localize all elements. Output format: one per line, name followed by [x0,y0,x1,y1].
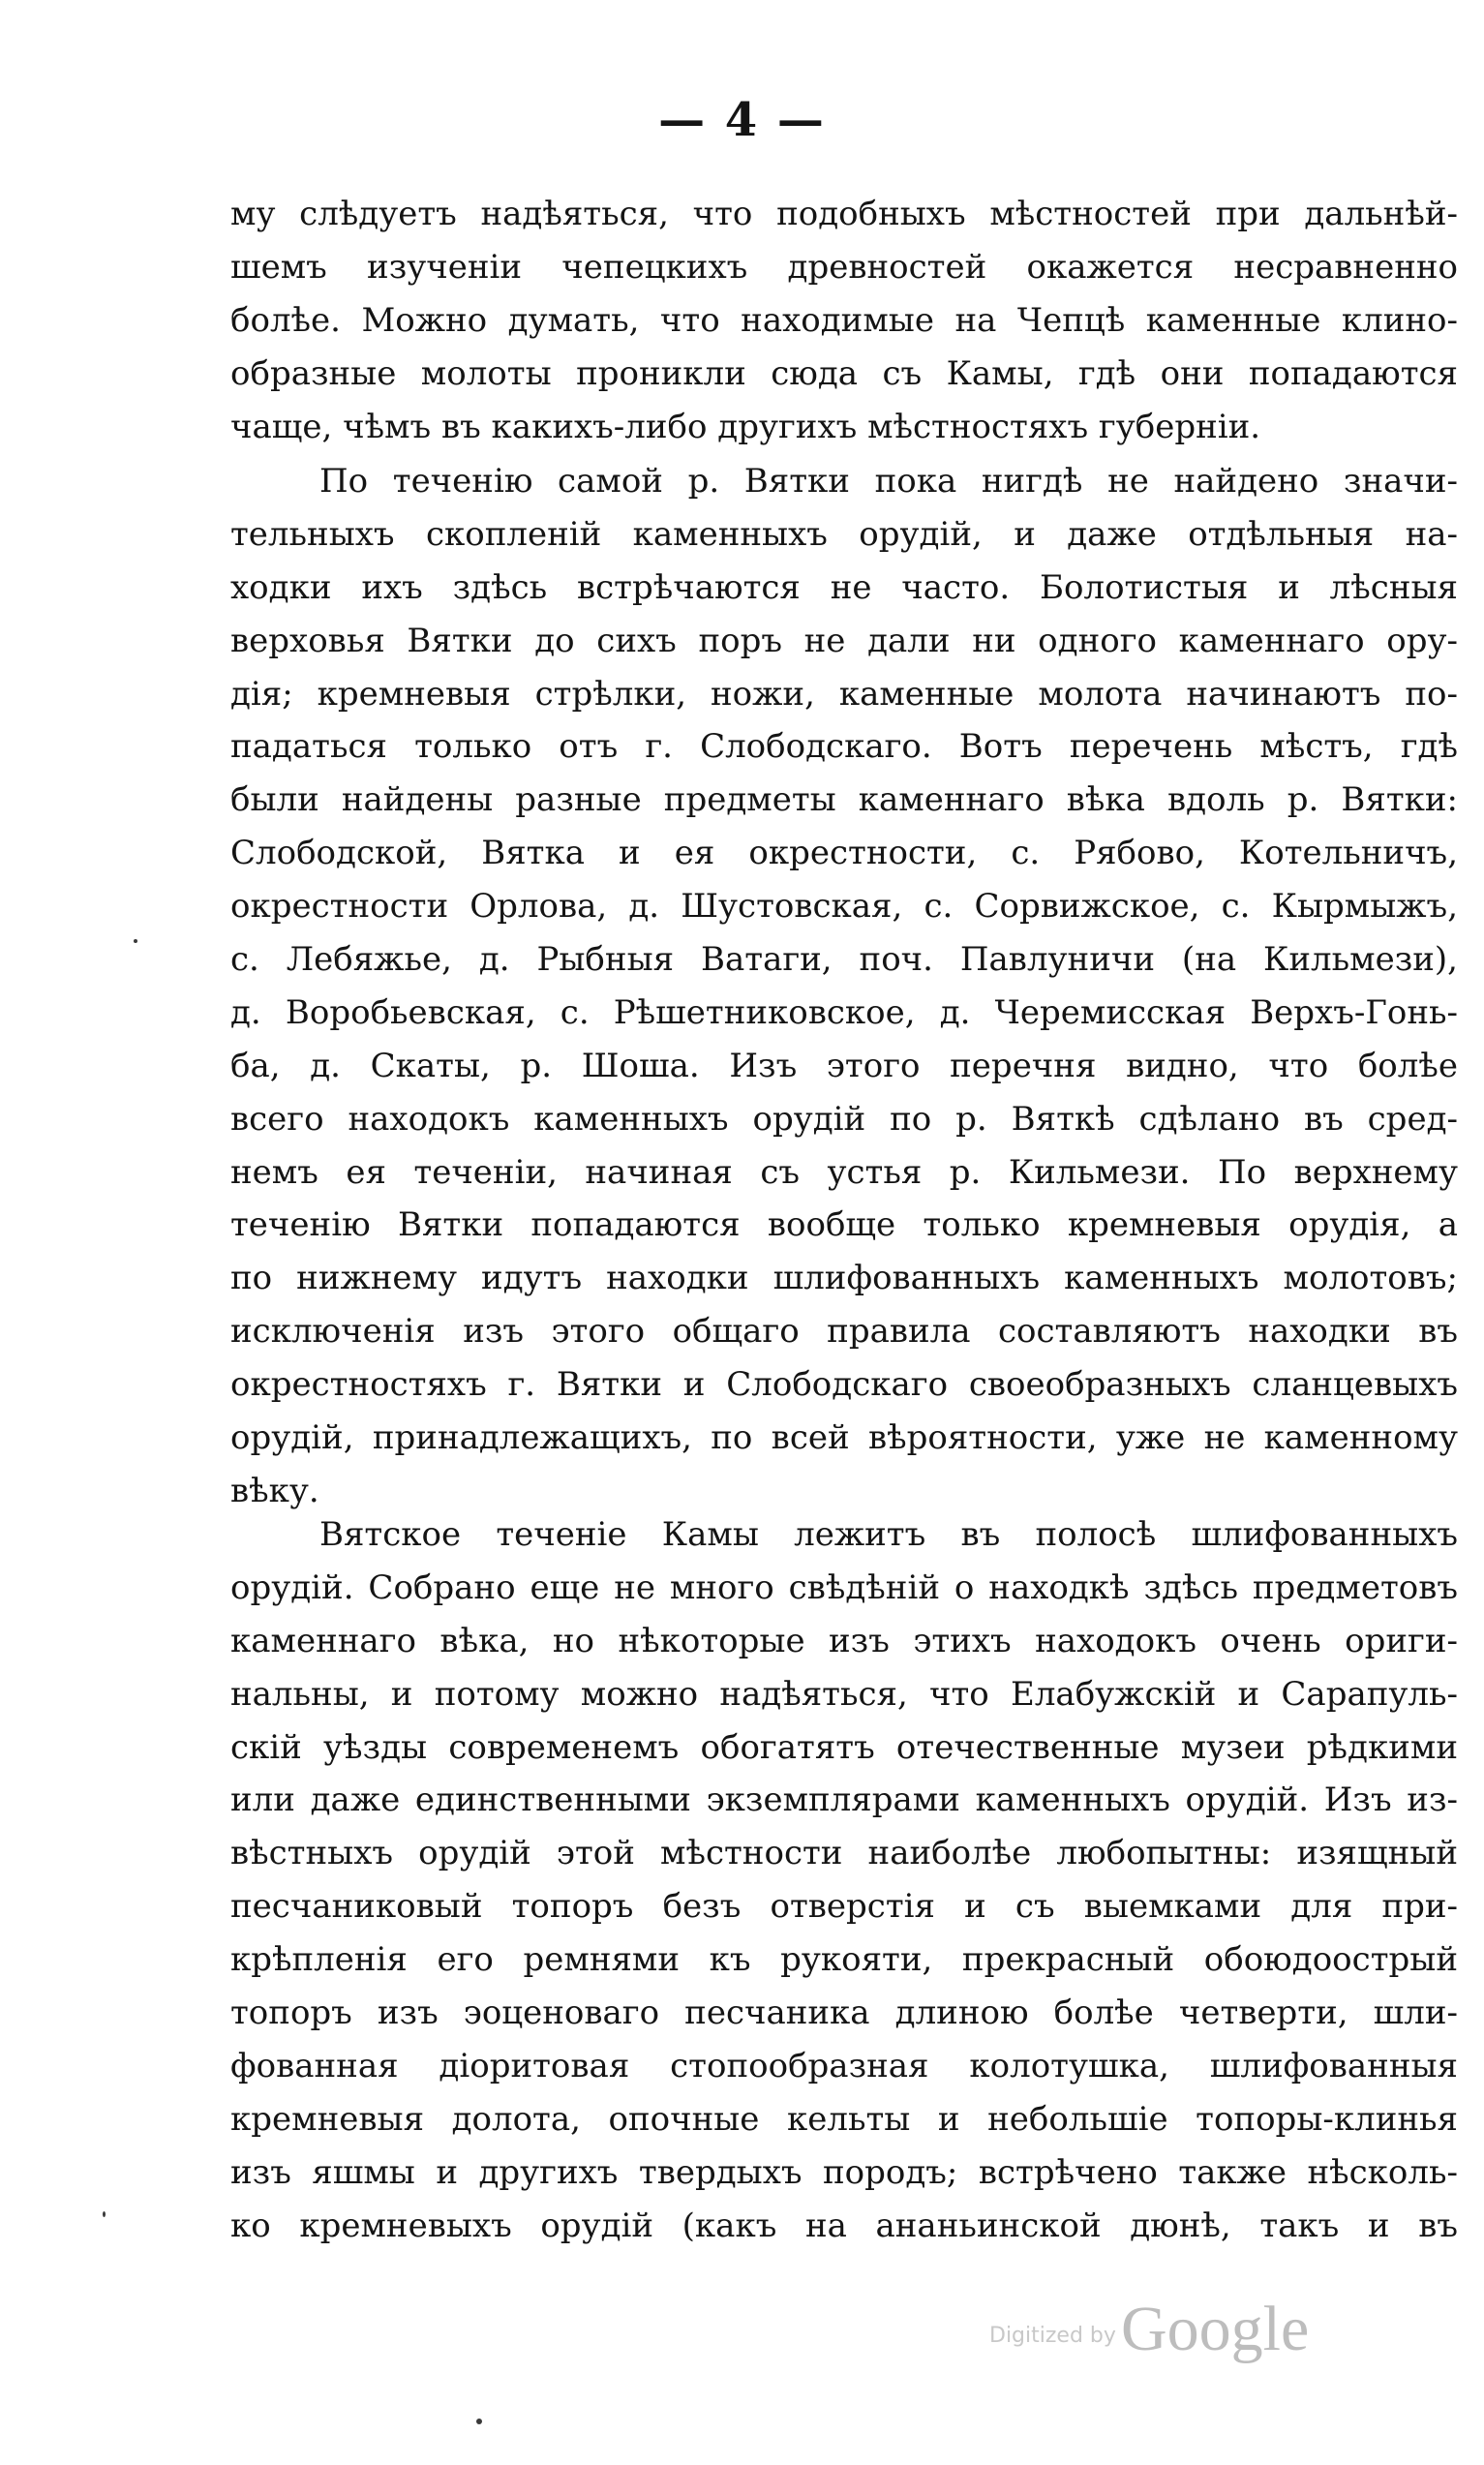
text-line: кремневыя долота, опочные кельты и небольшіе топоры-клинья [230,2099,1458,2139]
text-line: окрестности Орлова, д. Шустовская, с. Сорвижское, с. Кырмыжъ, [230,887,1458,927]
text-line: вѣку. [230,1471,319,1510]
text-line: чаще, чѣмъ въ какихъ-либо другихъ мѣстностяхъ губерніи. [230,407,1261,446]
watermark-prefix: Digitized by [989,2324,1116,2348]
page-number: — 4 — [658,93,826,147]
paragraph-3 [230,1508,1458,2252]
text-line: болѣе. Можно думать, что находимые на Чепцѣ каменные клино- [230,300,1458,340]
text-line: по нижнему идутъ находки шлифованныхъ каменныхъ молотовъ; [230,1259,1458,1298]
digitized-watermark [989,2293,1309,2366]
text-line: орудій. Собрано еще не много свѣдѣній о находкѣ здѣсь предметовъ [230,1567,1458,1607]
text-line: топоръ изъ эоценоваго песчаника длиною болѣе четверти, шли- [230,1993,1458,2033]
text-line: были найдены разные предметы каменнаго вѣка вдоль р. Вятки: [230,780,1458,820]
text-line: шемъ изученіи чепецкихъ древностей окажется несравненно [230,247,1458,287]
text-line: немъ ея теченіи, начиная съ устья р. Кильмези. По верхнему [230,1152,1458,1192]
text-line: падаться только отъ г. Слободскаго. Вотъ перечень мѣстъ, гдѣ [230,727,1458,767]
text-line: исключенія изъ этого общаго правила составляютъ находки въ [230,1312,1458,1352]
watermark-brand: Google [1121,2294,1310,2364]
text-line: или даже единственными экземплярами каменныхъ орудій. Изъ из- [230,1780,1458,1820]
text-line: дія; кремневыя стрѣлки, ножи, каменные молота начинаютъ по- [230,674,1458,714]
text-line: Вятское теченіе Камы лежитъ въ полосѣ шлифованныхъ [319,1515,1458,1554]
text-line: всего находокъ каменныхъ орудій по р. Вяткѣ сдѣлано въ сред- [230,1099,1458,1139]
text-line: песчаниковый топоръ безъ отверстія и съ выемками для при- [230,1887,1458,1927]
text-line: каменнаго вѣка, но нѣкоторые изъ этихъ находокъ очень ориги- [230,1621,1458,1660]
text-line: изъ яшмы и другихъ твердыхъ породъ; встрѣчено также нѣсколь- [230,2152,1458,2192]
paragraph-1 [230,188,1458,453]
text-line: вѣстныхъ орудій этой мѣстности наиболѣе любопытны: изящный [230,1834,1458,1873]
text-line: ба, д. Скаты, р. Шоша. Изъ этого перечня видно, что болѣе [230,1046,1458,1085]
text-line: д. Воробьевская, с. Рѣшетниковское, д. Черемисская Верхъ-Гонь- [230,992,1458,1032]
scan-speck [103,2211,106,2217]
text-line: По теченію самой р. Вятки пока нигдѣ не найдено значи- [319,462,1458,501]
text-line: тельныхъ скопленій каменныхъ орудій, и даже отдѣльныя на- [230,514,1458,554]
scan-speck [476,2419,482,2424]
text-line: с. Лебяжье, д. Рыбныя Ватаги, поч. Павлуничи (на Кильмези), [230,940,1458,980]
text-line: образные молоты проникли сюда съ Камы, гдѣ они попадаются [230,353,1458,393]
text-line: теченію Вятки попадаются вообще только кремневыя орудія, а [230,1205,1458,1245]
text-line: окрестностяхъ г. Вятки и Слободскаго своеобразныхъ сланцевыхъ [230,1365,1458,1405]
text-line: нальны, и потому можно надѣяться, что Елабужскій и Сарапуль- [230,1674,1458,1714]
text-line: ко кремневыхъ орудій (какъ на ананьинской дюнѣ, такъ и въ [230,2206,1458,2245]
text-line: ходки ихъ здѣсь встрѣчаются не часто. Болотистыя и лѣсныя [230,567,1458,607]
text-line: скій уѣзды современемъ обогатятъ отечественные музеи рѣдкими [230,1727,1458,1767]
text-line: фованная діоритовая стопообразная колотушка, шлифованныя [230,2046,1458,2085]
text-line: крѣпленія его ремнями къ рукояти, прекрасный обоюдоострый [230,1940,1458,1980]
text-line: Слободской, Вятка и ея окрестности, с. Рябово, Котельничъ, [230,834,1458,873]
paragraph-2 [230,455,1458,1518]
scan-speck [134,939,137,943]
text-line: орудій, принадлежащихъ, по всей вѣроятности, уже не каменному [230,1418,1458,1458]
text-line: верховья Вятки до сихъ поръ не дали ни одного каменнаго ору- [230,621,1458,660]
text-line: му слѣдуетъ надѣяться, что подобныхъ мѣстностей при дальнѣй- [230,195,1458,233]
